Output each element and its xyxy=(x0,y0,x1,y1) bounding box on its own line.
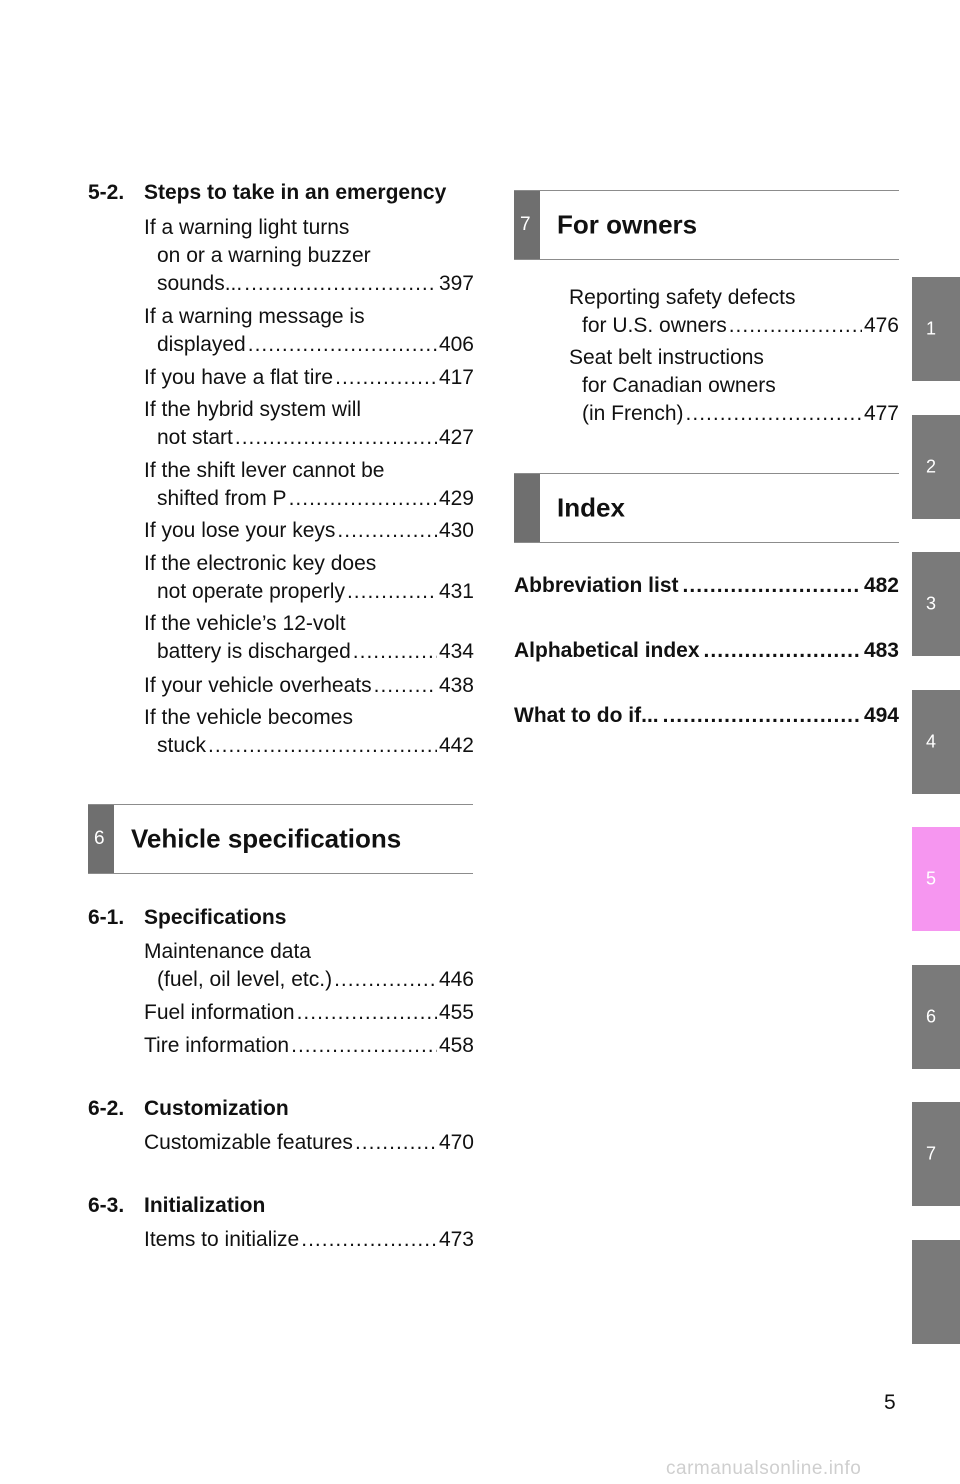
tab-number: 7 xyxy=(926,1143,937,1164)
entry-line: Maintenance data xyxy=(144,940,311,963)
entry-last-line xyxy=(569,312,899,340)
tab-number: 1 xyxy=(926,318,937,339)
entry-line: If the electronic key does xyxy=(144,552,377,575)
entry-text: for U.S. owners xyxy=(582,314,727,337)
toc-entry[interactable] xyxy=(569,284,899,340)
chapter-tab xyxy=(514,474,540,542)
side-tab-3[interactable] xyxy=(912,552,960,656)
page-ref: 455 xyxy=(438,1001,474,1024)
toc-entry[interactable] xyxy=(144,704,474,760)
entry-last-line xyxy=(144,1129,474,1157)
toc-entry[interactable] xyxy=(144,1032,474,1060)
page-ref: 470 xyxy=(438,1131,474,1154)
entry-line: If the vehicle’s 12-volt xyxy=(144,612,346,635)
toc-entry[interactable] xyxy=(144,457,474,513)
page-ref: 430 xyxy=(438,519,474,542)
entry-text: If you lose your keys xyxy=(144,519,336,542)
toc-entry[interactable] xyxy=(144,999,474,1027)
page-ref: 473 xyxy=(438,1228,474,1251)
page-ref: 494 xyxy=(863,704,899,727)
entry-text: not start xyxy=(157,426,233,449)
section-title: Steps to take in an emergency xyxy=(144,181,447,204)
dot-leader xyxy=(374,672,437,700)
entry-text: battery is discharged xyxy=(157,640,351,663)
section-heading-6-1 xyxy=(88,906,286,930)
dot-leader xyxy=(337,517,437,545)
entry-line: If the hybrid system will xyxy=(144,398,362,421)
dot-leader xyxy=(334,966,437,994)
toc-entry[interactable] xyxy=(144,517,474,545)
page-ref: 431 xyxy=(438,580,474,603)
entry-line: Reporting safety defects xyxy=(569,286,796,309)
tab-number: 5 xyxy=(926,868,937,889)
side-tab-7[interactable] xyxy=(912,1102,960,1206)
entry-last-line xyxy=(144,1226,474,1254)
watermark: carmanualsonline.info xyxy=(666,1458,862,1479)
page-ref: 458 xyxy=(438,1034,474,1057)
entry-line: If a warning light turns xyxy=(144,216,350,239)
entry-last-line xyxy=(144,424,474,452)
dot-leader xyxy=(347,578,437,606)
entry-last-line xyxy=(144,999,474,1027)
entry-text: Customizable features xyxy=(144,1131,353,1154)
entry-last-line xyxy=(144,672,474,700)
page-ref: 434 xyxy=(438,640,474,663)
entry-line: for Canadian owners xyxy=(582,374,776,397)
dot-leader xyxy=(686,400,862,428)
toc-entry[interactable] xyxy=(144,550,474,606)
side-tab-1[interactable] xyxy=(912,277,960,381)
dot-leader xyxy=(301,1226,437,1254)
chapter-number: 7 xyxy=(520,214,531,235)
dot-leader xyxy=(208,732,437,760)
chapter-title: For owners xyxy=(557,209,698,240)
entry-line: If the vehicle becomes xyxy=(144,706,353,729)
toc-entry[interactable] xyxy=(144,938,474,994)
page-ref: 417 xyxy=(438,366,474,389)
entry-last-line xyxy=(144,638,474,666)
section-number: 5-2. xyxy=(88,181,125,204)
toc-entry[interactable] xyxy=(144,364,474,392)
page-ref: 429 xyxy=(438,487,474,510)
dot-leader xyxy=(353,638,437,666)
side-tab-2[interactable] xyxy=(912,415,960,519)
chapter-6-header xyxy=(88,804,473,874)
tab-number: 6 xyxy=(926,1006,937,1027)
entry-last-line xyxy=(144,517,474,545)
entry-last-line xyxy=(144,331,474,359)
section-heading-5-2 xyxy=(88,181,446,205)
dot-leader xyxy=(663,704,860,728)
entry-text: (in French) xyxy=(582,402,684,425)
index-header xyxy=(514,473,899,543)
chapter-title: Vehicle specifications xyxy=(131,823,402,854)
section-number: 6-2. xyxy=(88,1097,125,1120)
toc-entry[interactable] xyxy=(144,303,474,359)
entry-last-line xyxy=(144,485,474,513)
chapter-title: Index xyxy=(557,492,625,523)
entry-text: Abbreviation list xyxy=(514,574,679,597)
section-title: Specifications xyxy=(144,906,287,929)
entry-text: sounds... xyxy=(157,272,243,295)
chapter-7-header xyxy=(514,190,899,260)
side-tab-8[interactable] xyxy=(912,1240,960,1344)
section-heading-6-2 xyxy=(88,1097,289,1121)
page-ref: 397 xyxy=(438,272,474,295)
entry-last-line xyxy=(144,732,474,760)
entry-last-line xyxy=(144,1032,474,1060)
page-ref: 477 xyxy=(863,402,899,425)
entry-text: Tire information xyxy=(144,1034,290,1057)
tab-number: 3 xyxy=(926,593,937,614)
entry-text: If you have a flat tire xyxy=(144,366,334,389)
side-tab-6[interactable] xyxy=(912,965,960,1069)
entry-text: Items to initialize xyxy=(144,1228,300,1251)
dot-leader xyxy=(335,364,437,392)
entry-text: (fuel, oil level, etc.) xyxy=(157,968,333,991)
side-tab-4[interactable] xyxy=(912,690,960,794)
section-title: Customization xyxy=(144,1097,289,1120)
dot-leader xyxy=(729,312,862,340)
entry-last-line xyxy=(144,270,474,298)
dot-leader xyxy=(297,999,437,1027)
entry-line: If a warning message is xyxy=(144,305,365,328)
entry-line: If the shift lever cannot be xyxy=(144,459,385,482)
page-ref: 442 xyxy=(438,734,474,757)
chapter-number: 6 xyxy=(94,828,105,849)
page-ref: 446 xyxy=(438,968,474,991)
page-ref: 438 xyxy=(438,674,474,697)
section-number: 6-3. xyxy=(88,1194,125,1217)
entry-last-line xyxy=(144,364,474,392)
entry-line: on or a warning buzzer xyxy=(157,244,371,267)
entry-text: Fuel information xyxy=(144,1001,295,1024)
index-entry-alphabetical[interactable] xyxy=(514,639,899,663)
entry-line: Seat belt instructions xyxy=(569,346,764,369)
toc-entry[interactable] xyxy=(144,396,474,452)
entry-text: What to do if... xyxy=(514,704,659,727)
toc-entry[interactable] xyxy=(144,1129,474,1157)
tab-number: 2 xyxy=(926,456,937,477)
dot-leader xyxy=(244,270,437,298)
section-title: Initialization xyxy=(144,1194,266,1217)
entry-text: If your vehicle overheats xyxy=(144,674,372,697)
dot-leader xyxy=(704,639,860,663)
page-ref: 483 xyxy=(863,639,899,662)
dot-leader xyxy=(291,1032,437,1060)
index-entry-abbreviation[interactable] xyxy=(514,574,899,598)
page-ref: 427 xyxy=(438,426,474,449)
entry-text: shifted from P xyxy=(157,487,287,510)
side-tab-5-active[interactable] xyxy=(912,827,960,931)
entry-text: stuck xyxy=(157,734,207,757)
page-ref: 482 xyxy=(863,574,899,597)
page-number: 5 xyxy=(884,1391,896,1414)
page-ref: 476 xyxy=(863,314,899,337)
toc-entry[interactable] xyxy=(144,1226,474,1254)
dot-leader xyxy=(355,1129,437,1157)
toc-entry[interactable] xyxy=(144,214,474,298)
entry-last-line xyxy=(144,578,474,606)
toc-entry[interactable] xyxy=(569,344,899,428)
toc-entry[interactable] xyxy=(144,672,474,700)
dot-leader xyxy=(235,424,437,452)
tab-number: 4 xyxy=(926,731,937,752)
chapter-tab xyxy=(88,805,114,873)
entry-text: Alphabetical index xyxy=(514,639,700,662)
toc-entry[interactable] xyxy=(144,610,474,666)
page-ref: 406 xyxy=(438,333,474,356)
dot-leader xyxy=(289,485,437,513)
chapter-tab xyxy=(514,191,540,259)
index-entry-what-to-do[interactable] xyxy=(514,704,899,728)
dot-leader xyxy=(248,331,437,359)
entry-last-line xyxy=(144,966,474,994)
entry-last-line xyxy=(569,400,899,428)
section-heading-6-3 xyxy=(88,1194,265,1218)
entry-text: not operate properly xyxy=(157,580,345,603)
section-number: 6-1. xyxy=(88,906,125,929)
dot-leader xyxy=(683,574,860,598)
entry-text: displayed xyxy=(157,333,246,356)
